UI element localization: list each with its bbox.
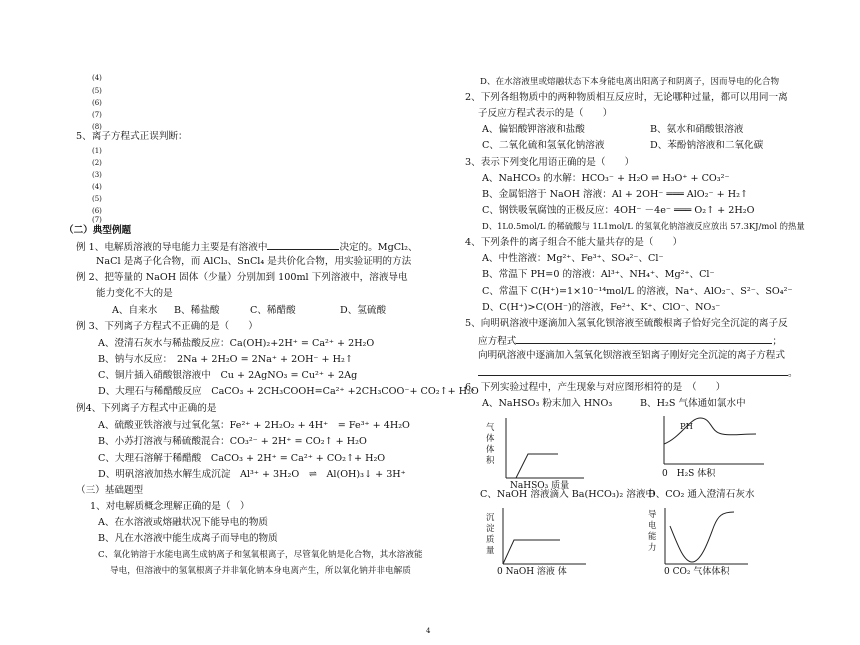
question-5-text-2: 应方程式 ； [478, 336, 782, 347]
list-item-num: (7) [92, 216, 102, 224]
list-item-num: (3) [92, 171, 102, 179]
question-2-text-2: 子反应方程式表示的是（ ） [478, 108, 613, 119]
question-1-option-c: C、氧化钠溶于水能电离生成钠离子和氢氧根离子，尽管氧化钠是化合物，其水溶液能 [98, 550, 423, 560]
graph-a-x-label: NaHSO₃ 质量 [510, 481, 570, 491]
question-2-text: 2、下列各组物质中的两种物质相互反应时，无论哪种过量，都可以用同一离 [465, 92, 788, 103]
example-4-option-d: D、明矾溶液加热水解生成沉淀 Al³⁺ + 3H₂O ⇌ Al(OH)₃↓ + 3H⁺ [98, 469, 406, 480]
graph-c [500, 506, 590, 568]
semicolon: ； [772, 336, 782, 347]
question-3-text: 3、表示下列变化用语正确的是（ ） [465, 157, 635, 168]
section-heading-examples: （二）典型例题 [64, 225, 132, 236]
list-item-num: (5) [92, 195, 102, 203]
graph-a-curve [506, 454, 558, 478]
graph-d [662, 506, 752, 568]
question-5-text: 5、向明矾溶液中逐滴加入氢氧化钡溶液至硫酸根离子恰好完全沉淀的离子反 [465, 318, 788, 329]
example-3-option-d: D、大理石与稀醋酸反应 CaCO₃ + 2CH₃COOH=Ca²⁺ +2CH₃COO⁻+ CO₂↑+ H₂O [98, 386, 479, 397]
list-item-num: (1) [92, 147, 102, 155]
question-1-option-c-2: 导电，但溶液中的氢氧根离子并非氧化钠本身电离产生，所以氧化钠并非电解质 [110, 566, 411, 576]
example-4-option-c: C、大理石溶解于稀醋酸 CaCO₃ + 2H⁺ = Ca²⁺ + CO₂↑+ H₂O [98, 453, 386, 464]
graph-c-y-label: 沉 淀 质 量 [486, 512, 495, 555]
question-2-option-c: C、二氧化硫和氢氧化钠溶液 [482, 140, 605, 151]
example-2-text-2: 能力变化不大的是 [96, 288, 173, 299]
question-5-heading: 5、离子方程式正误判断： [76, 131, 188, 142]
list-item-num: (4) [92, 183, 102, 191]
question-6-option-c: C、NaOH 溶液滴入 Ba(HCO₃)₂ 溶液中 [480, 489, 656, 500]
graph-d-y-label: 导 电 能 力 [648, 509, 657, 552]
list-item-num: (6) [92, 99, 102, 107]
question-1-option-b: B、凡在水溶液中能生成离子而导电的物质 [98, 533, 278, 544]
list-item-num: (7) [92, 111, 102, 119]
graph-d-curve [670, 512, 734, 562]
graph-c-x-label: 0 NaOH 溶液 体 [497, 567, 567, 577]
example-2-option-a: A、自来水 [112, 305, 158, 316]
graph-b-curve [664, 418, 756, 444]
question-6-option-a: A、NaHSO₃ 粉末加入 HNO₃ [482, 398, 613, 409]
question-3-option-b: B、金属铝溶于 NaOH 溶液：Al + 2OH⁻ ═══ AlO₂⁻ + H₂↑ [482, 189, 748, 200]
question-2-option-a: A、偏铝酸钾溶液和盐酸 [482, 124, 585, 135]
example-3-text: 例 3、下列离子方程式不正确的是（ ） [76, 321, 258, 332]
example-2-option-b: B、稀盐酸 [174, 305, 220, 316]
question-6-option-d: D、CO₂ 通入澄清石灰水 [648, 489, 755, 500]
question-6-text: 6、下列实验过程中，产生现象与对应图形相符的是 （ ） [465, 382, 726, 393]
question-1-text: 1、对电解质概念理解正确的是（ ） [90, 501, 250, 512]
graph-b [660, 414, 770, 470]
list-item-num: (4) [92, 74, 102, 82]
answer-blank [267, 240, 339, 250]
question-4-option-c: C、常温下 C(H⁺)=1×10⁻¹⁴mol/L 的溶液，Na⁺、AlO₂⁻、S²⁻、SO₄²⁻ [482, 286, 793, 297]
example-3-option-a: A、澄清石灰水与稀盐酸反应：Ca(OH)₂+2H⁺ = Ca²⁺ + 2H₂O [98, 338, 375, 349]
question-4-option-b: B、常温下 PH=0 的溶液：Al³⁺、NH₄⁺、Mg²⁺、Cl⁻ [482, 269, 715, 280]
question-1-option-a: A、在水溶液或熔融状况下能导电的物质 [98, 517, 269, 528]
example-4-option-b: B、小苏打溶液与稀硫酸混合：CO₃²⁻ + 2H⁺ = CO₂↑ + H₂O [98, 436, 367, 447]
example-1-text-2: NaCl 是离子化合物，而 AlCl₃、SnCl₄ 是共价化合物，用实验证明的方法 [96, 256, 412, 267]
question-3-option-a: A、NaHCO₃ 的水解：HCO₃⁻ + H₂O ⇌ H₃O⁺ + CO₃²⁻ [482, 173, 730, 184]
question-3-option-d: D、1L0.5mol/L 的稀硫酸与 1L1mol/L 的氢氧化钠溶液反应放出 57.3KJ/mol 的热量 [482, 221, 805, 231]
example-2-option-d: D、氢硫酸 [340, 305, 387, 316]
example-3-option-b: B、钠与水反应： 2Na + 2H₂O = 2Na⁺ + 2OH⁻ + H₂↑ [98, 354, 353, 365]
example-3-option-c: C、铜片插入硝酸银溶液中 Cu + 2AgNO₃ = Cu²⁺ + 2Ag [98, 370, 358, 381]
question-4-option-a: A、中性溶液：Mg²⁺、Fe³⁺、SO₄²⁻、Cl⁻ [482, 253, 664, 264]
answer-blank [478, 366, 788, 376]
question-3-option-c: C、钢铁吸氧腐蚀的正极反应：4OH⁻ －4e⁻ ═══ O₂↑ + 2H₂O [482, 205, 755, 216]
question-4-text: 4、下列条件的离子组合不能大量共存的是（ ） [465, 237, 683, 248]
question-2-option-b: B、氨水和硝酸银溶液 [650, 124, 744, 135]
graph-c-curve [503, 540, 560, 564]
graph-d-x-label: 0 CO₂ 气体体积 [664, 567, 730, 577]
example-4-option-a: A、硫酸亚铁溶液与过氧化氢：Fe²⁺ + 2H₂O₂ + 4H⁺ = Fe³⁺ + 4H₂O [98, 420, 410, 431]
section-heading-basic: （三）基础题型 [76, 485, 144, 496]
example-2-option-c: C、稀醋酸 [250, 305, 296, 316]
question-4-option-d: D、C(H⁺)>C(OH⁻)的溶液，Fe²⁺、K⁺、ClO⁻、NO₃⁻ [482, 302, 721, 313]
period: 。 [788, 368, 798, 379]
graph-b-y-label: PH [680, 421, 693, 431]
question-6-option-b: B、H₂S 气体通如氯水中 [640, 398, 746, 409]
page-number: 4 [426, 627, 431, 635]
question-5-answer-line [478, 366, 798, 380]
list-item-num: (6) [92, 207, 102, 215]
question-2-option-d: D、苯酚钠溶液和二氧化碳 [650, 140, 764, 151]
example-1-text: 例 1、电解质溶液的导电能力主要是有溶液中 决定的。MgCl₂、 [76, 242, 418, 253]
answer-blank [516, 334, 772, 344]
question-5-text-3: 向明矾溶液中逐滴加入氢氧化钡溶液至铝离子刚好完全沉淀的离子方程式 [478, 350, 785, 361]
list-item-num: (2) [92, 159, 102, 167]
example-4-text: 例4、下列离子方程式中正确的是 [76, 403, 217, 414]
list-item-num: (5) [92, 87, 102, 95]
graph-a-y-label: 气 体 体 积 [486, 422, 495, 465]
example-2-text: 例 2、把等量的 NaOH 固体（少量）分别加到 100ml 下列溶液中，溶液导电 [76, 272, 408, 283]
list-item-num: (8) [92, 123, 102, 131]
question-1-option-d: D、在水溶液里或熔融状态下本身能电离出阳离子和阴离子，因而导电的化合物 [480, 77, 780, 87]
graph-b-x-label: 0 H₂S 体积 [662, 469, 716, 479]
